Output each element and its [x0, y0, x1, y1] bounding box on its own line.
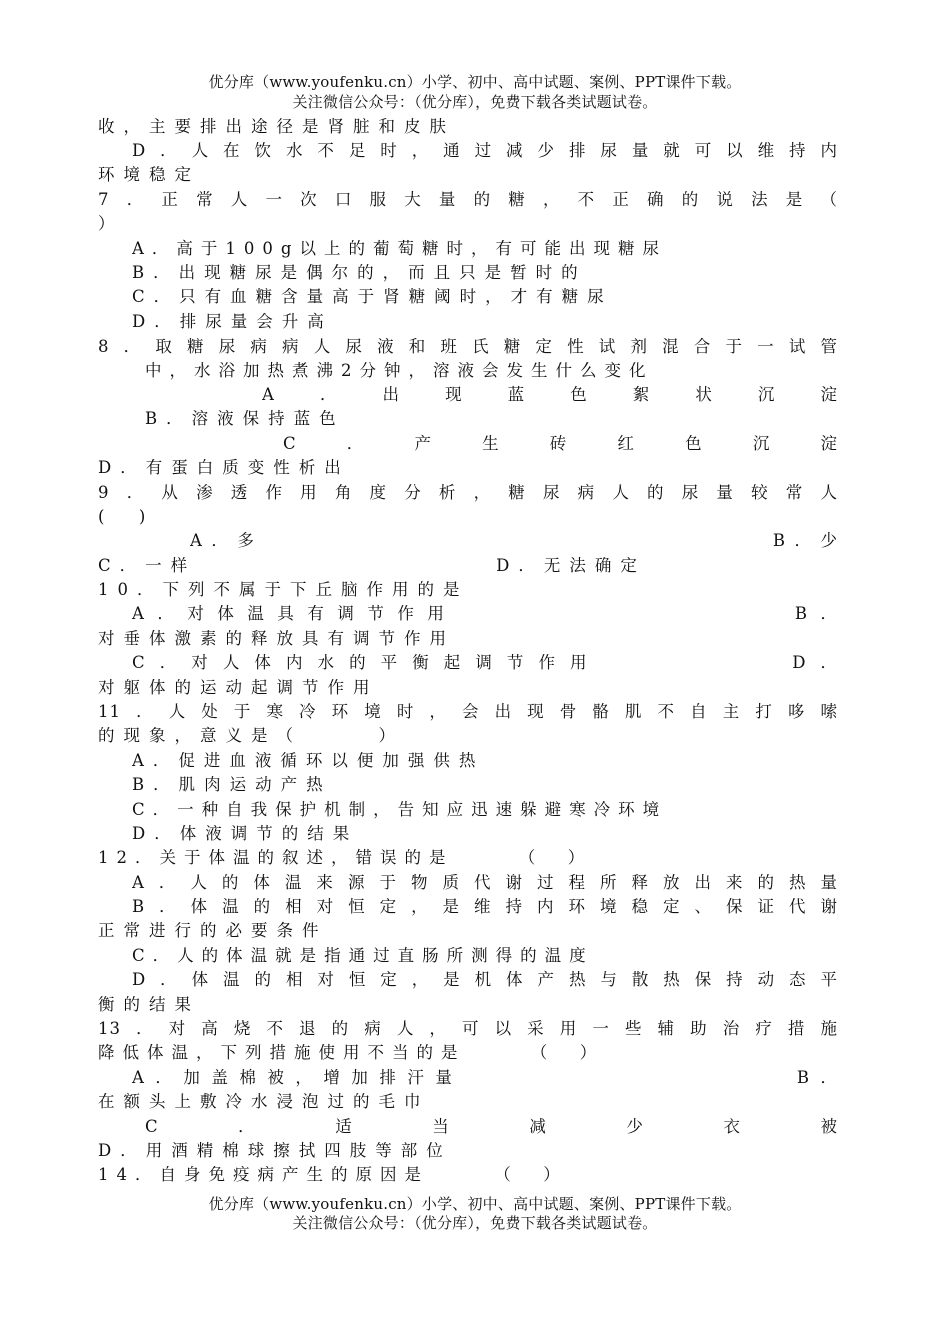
option-line: B．体温的相对恒定，是维持内环境稳定、保证代谢	[132, 897, 838, 916]
question-10: 10．下列不属于下丘脑作用的是	[98, 580, 469, 599]
text-line: 对躯体的运动起调节作用	[98, 678, 379, 697]
option-line: C．产生砖红色沉淀	[283, 434, 838, 453]
option-line: B．溶液保持蓝色	[145, 409, 345, 428]
question-11: 11．人处于寒冷环境时，会出现骨骼肌不自主打哆嗦	[98, 702, 838, 721]
header-line-1: 优分库（www.youfenku.cn）小学、初中、高中试题、案例、PPT课件下载。	[208, 73, 742, 91]
option-line	[98, 554, 838, 578]
option-line	[190, 529, 838, 553]
option-line: D．人在饮水不足时，通过减少排尿量就可以维持内	[132, 141, 838, 160]
option-line: C．适当减少衣被	[145, 1117, 838, 1136]
option-d: D．	[792, 653, 838, 672]
text-line: ( )	[98, 507, 155, 526]
header-line-2: 关注微信公众号：（优分库），免费下载各类试题试卷。	[292, 93, 658, 111]
text-line: 降低体温，下列措施使用不当的是 （ ）	[98, 1043, 605, 1062]
footer-line-1: 优分库（www.youfenku.cn）小学、初中、高中试题、案例、PPT课件下载。	[208, 1195, 742, 1213]
question-7: 7．正常人一次口服大量的糖，不正确的说法是（	[98, 190, 838, 209]
option-line	[132, 651, 838, 675]
option-c: C．一样	[98, 556, 197, 575]
text-line: 中，水浴加热煮沸2分钟，溶液会发生什么变化	[145, 361, 654, 380]
option-line: A．出现蓝色絮状沉淀	[262, 385, 838, 404]
text-line: 收，主要排出途径是肾脏和皮肤	[98, 117, 455, 136]
text-line: ）	[98, 214, 124, 233]
option-line: D．有蛋白质变性析出	[98, 458, 350, 477]
option-line: B．出现糖尿是偶尔的，而且只是暂时的	[132, 263, 587, 282]
text-line: 正常进行的必要条件	[98, 921, 328, 940]
question-9: 9．从渗透作用角度分析，糖尿病人的尿量较常人	[98, 483, 838, 502]
option-line: A．高于100g以上的葡萄糖时，有可能出现糖尿	[132, 239, 667, 258]
option-c: C．对人体内水的平衡起调节作用	[132, 653, 602, 672]
option-b: B．	[794, 604, 838, 623]
question-12: 12．关于体温的叙述，错误的是 （ ）	[98, 848, 593, 867]
option-line: B．肌肉运动产热	[132, 775, 332, 794]
option-line	[132, 602, 838, 626]
option-line: C．只有血糖含量高于肾糖阈时，才有糖尿	[132, 287, 613, 306]
option-line: A．促进血液循环以便加强供热	[132, 751, 485, 770]
footer-line-2: 关注微信公众号：（优分库），免费下载各类试题试卷。	[292, 1214, 658, 1232]
option-b: B．少	[772, 531, 838, 550]
option-line: D．体液调节的结果	[132, 824, 359, 843]
text-line: 在额头上敷冷水浸泡过的毛巾	[98, 1092, 430, 1111]
text-line: 对垂体激素的释放具有调节作用	[98, 629, 455, 648]
question-8: 8．取糖尿病病人尿液和班氏糖定性试剂混合于一试管	[98, 337, 838, 356]
option-d: D．无法确定	[496, 556, 646, 575]
option-a: A．加盖棉被，增加排汗量	[132, 1068, 464, 1087]
option-line	[132, 1066, 838, 1090]
option-line: A．人的体温来源于物质代谢过程所释放出来的热量	[132, 873, 838, 892]
option-line: D．体温的相对恒定，是机体产热与散热保持动态平	[132, 970, 838, 989]
text-line: 的现象，意义是（ ）	[98, 726, 404, 745]
question-13: 13．对高烧不退的病人，可以采用一些辅助治疗措施	[98, 1019, 838, 1038]
option-line: D．排尿量会升高	[132, 312, 333, 331]
option-line: C．一种自我保护机制，告知应迅速躲避寒冷环境	[132, 800, 668, 819]
option-b: B．	[796, 1068, 838, 1087]
text-line: 环境稳定	[98, 165, 200, 184]
option-line: D．用酒精棉球擦拭四肢等部位	[98, 1141, 452, 1160]
option-a: A．对体温具有调节作用	[132, 604, 458, 623]
option-line: C．人的体温就是指通过直肠所测得的温度	[132, 946, 594, 965]
question-14: 14．自身免疫病产生的原因是 （ ）	[98, 1165, 568, 1184]
option-a: A．多	[190, 531, 264, 550]
text-line: 衡的结果	[98, 995, 200, 1014]
